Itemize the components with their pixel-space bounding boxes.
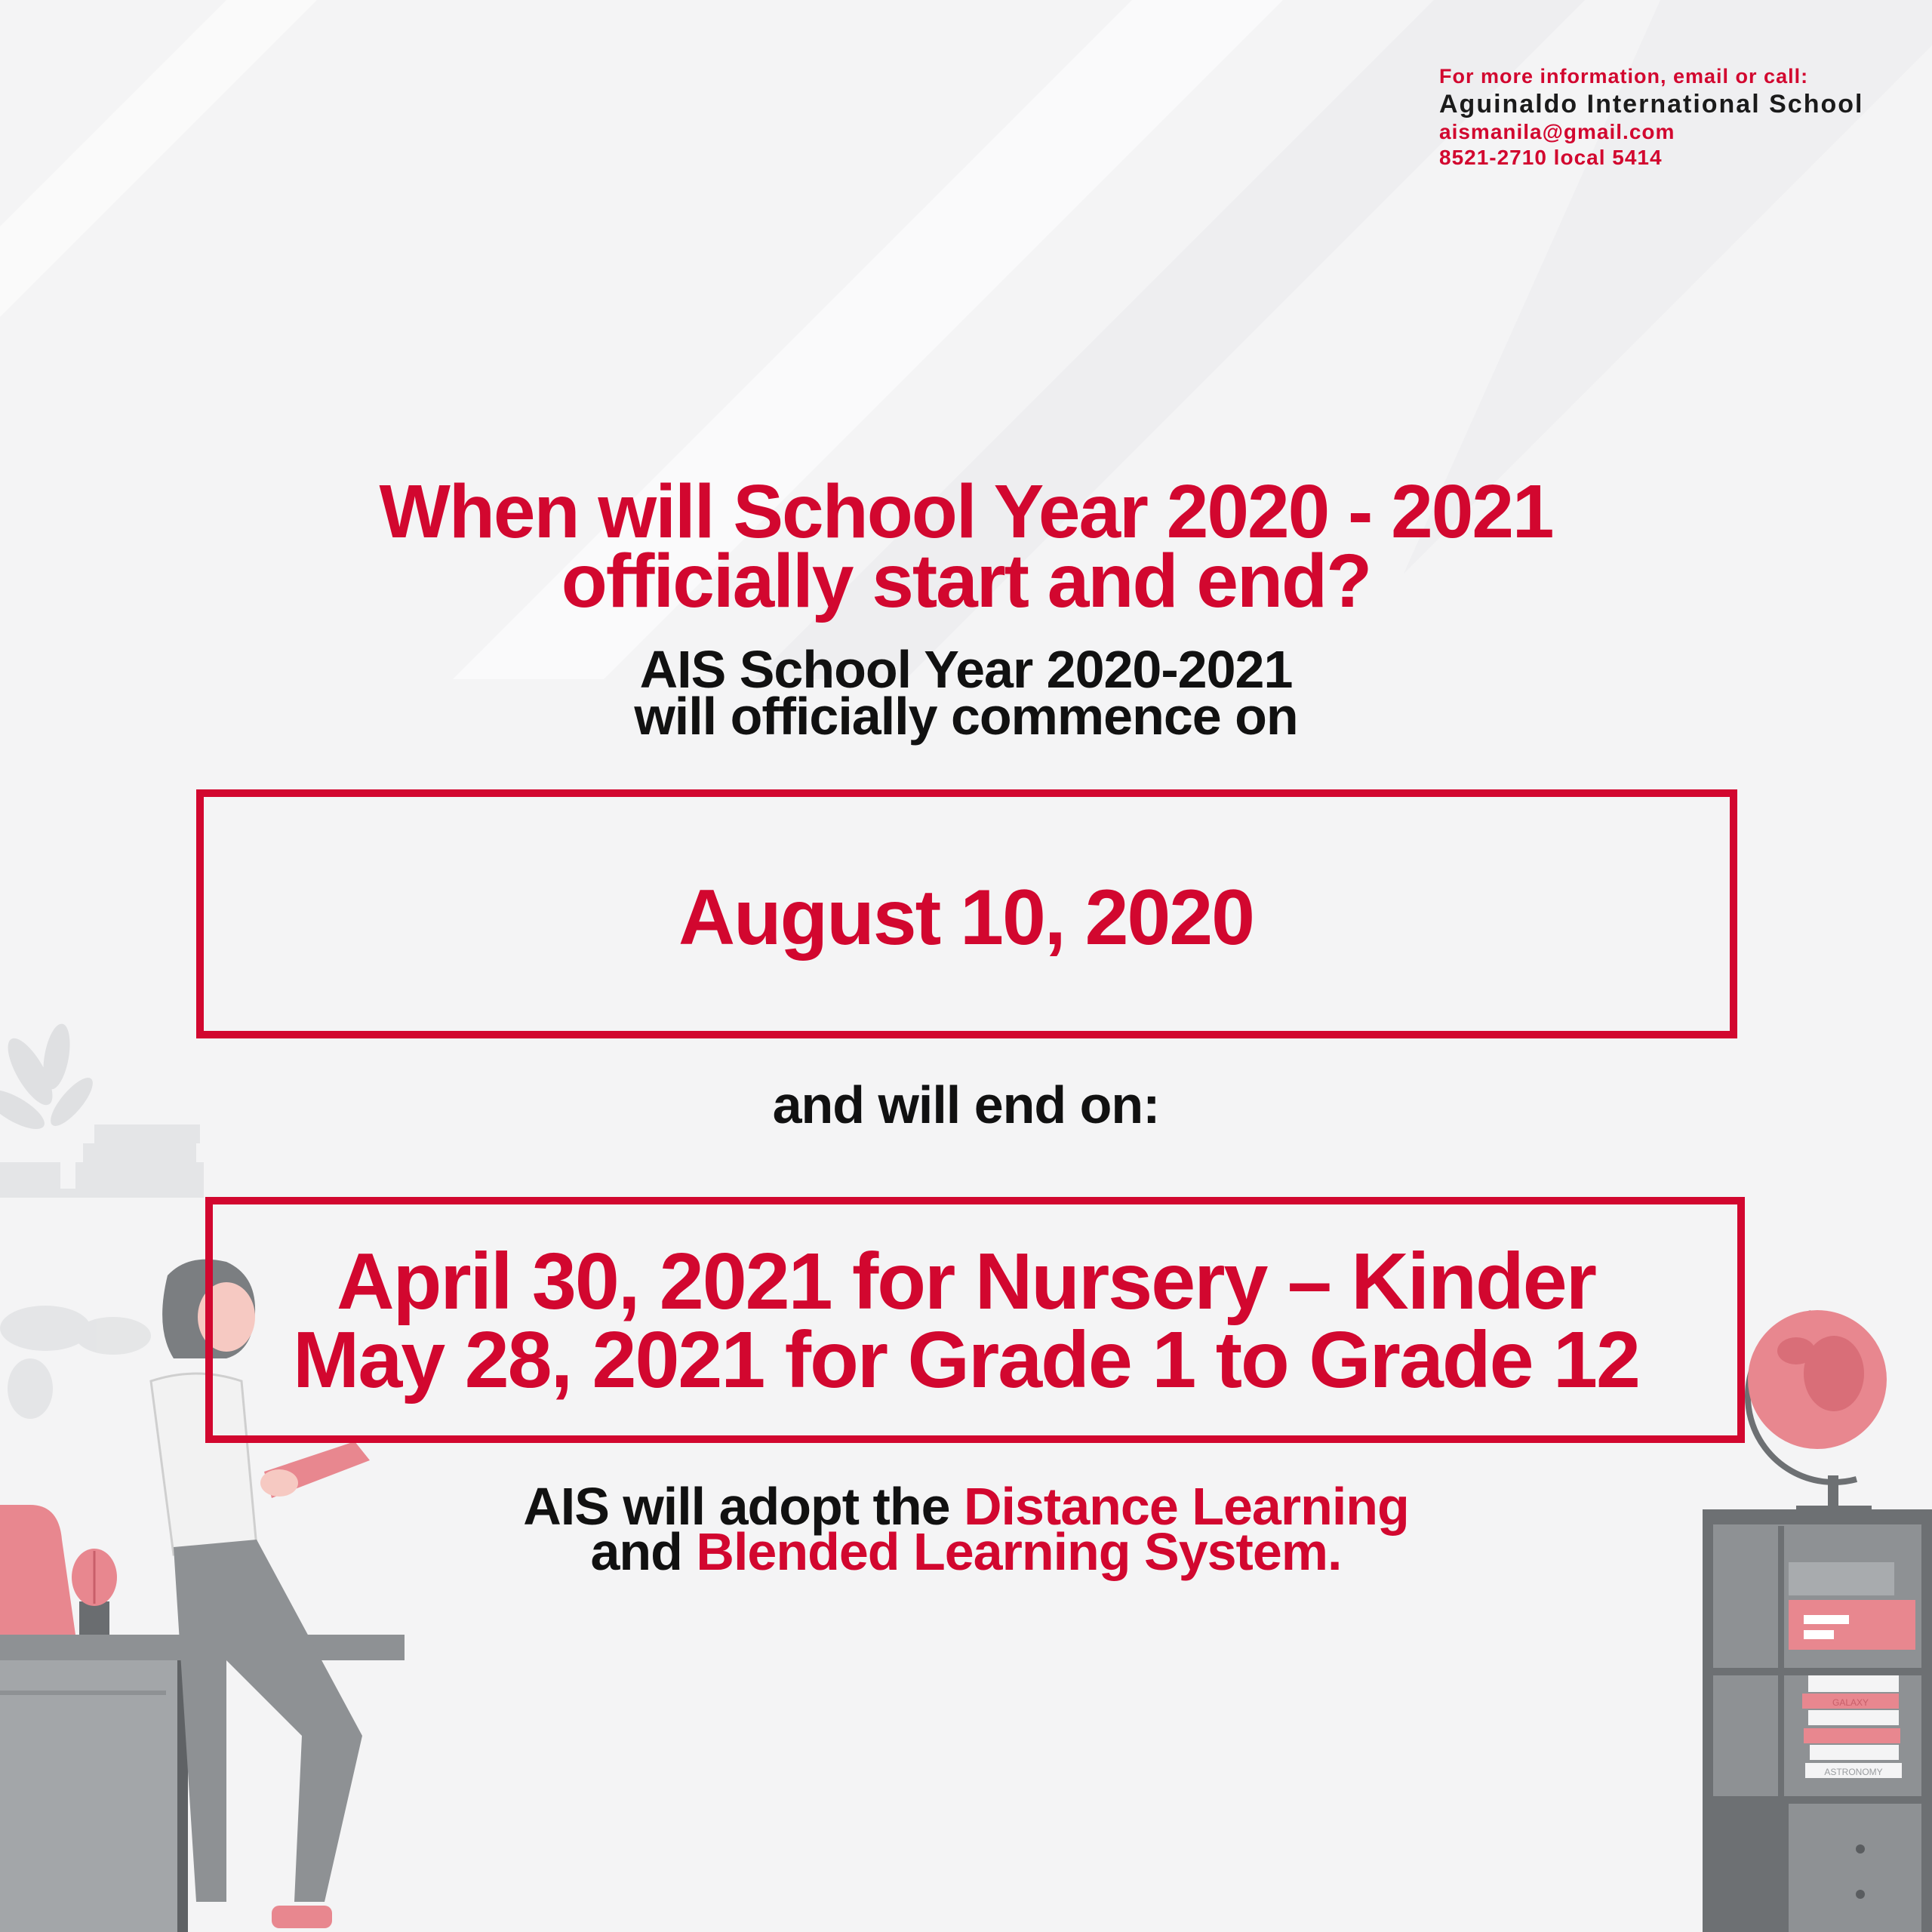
book-spine-astronomy: ASTRONOMY xyxy=(1824,1767,1883,1777)
school-name: Aguinaldo International School xyxy=(1439,90,1864,118)
start-date: August 10, 2020 xyxy=(678,874,1254,961)
contact-phone: 8521-2710 local 5414 xyxy=(1439,146,1663,169)
adopt-text: AIS will adopt the xyxy=(523,1477,964,1536)
end-dates xyxy=(0,1237,1932,1404)
end-date-nursery-kinder: April 30, 2021 for Nursery – Kinder xyxy=(337,1237,1595,1326)
learning-system-note xyxy=(0,1477,1932,1581)
commence-line-2: will officially commence on xyxy=(634,687,1298,746)
contact-info xyxy=(1439,63,1863,171)
headline-line-1: When will School Year 2020 - 2021 xyxy=(379,469,1553,554)
contact-intro: For more information, email or call: xyxy=(1439,65,1809,88)
commence-text xyxy=(0,640,1932,746)
end-date-grades: May 28, 2021 for Grade 1 to Grade 12 xyxy=(293,1315,1639,1404)
commence-line-1: AIS School Year 2020-2021 xyxy=(639,640,1293,699)
headline-line-2: officially start and end? xyxy=(561,539,1371,623)
page-title xyxy=(0,469,1932,623)
adopt-line-2 xyxy=(0,1522,1932,1581)
distance-learning-highlight: Distance Learning xyxy=(963,1477,1409,1536)
contact-email: aismanila@gmail.com xyxy=(1439,120,1675,143)
adopt-and: and xyxy=(590,1522,697,1581)
end-intro: and will end on: xyxy=(772,1075,1160,1134)
book-spine-galaxy: GALAXY xyxy=(1832,1697,1869,1708)
blended-learning-highlight: Blended Learning System. xyxy=(696,1522,1342,1581)
